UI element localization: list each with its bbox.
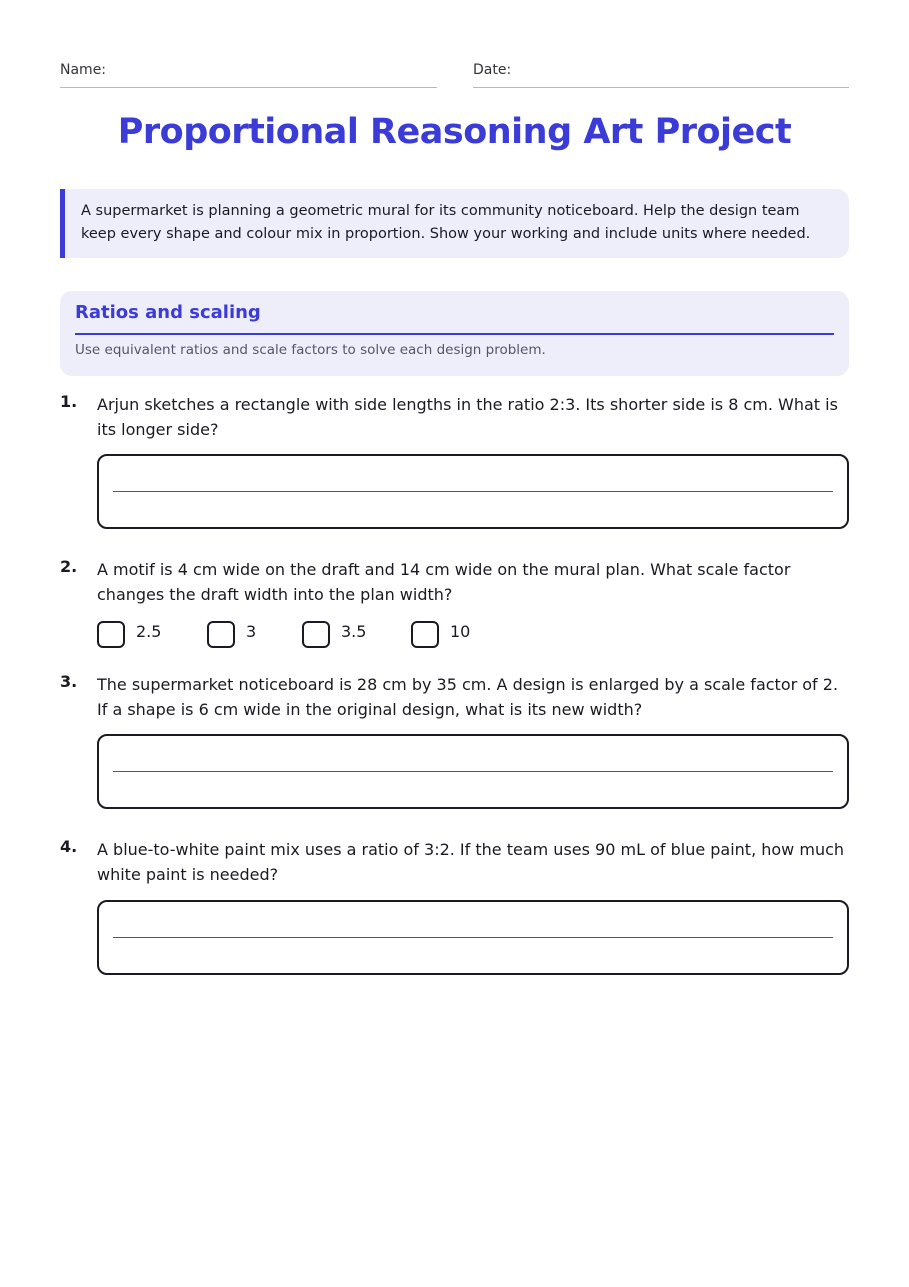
option-label: 2.5: [136, 622, 162, 641]
answer-box-3[interactable]: [97, 734, 849, 809]
answer-box-1[interactable]: [97, 454, 849, 529]
question-number: 3.: [60, 672, 78, 691]
checkbox[interactable]: [207, 621, 235, 648]
question-text: The supermarket noticeboard is 28 cm by 35 cm. A design is enlarged by a scale factor of 2. If a shape is 6 cm wide in the original design, what is its new width?: [97, 675, 839, 719]
header-fields: [60, 62, 849, 90]
section-description: Use equivalent ratios and scale factors to solve each design problem.: [75, 342, 546, 358]
intro-callout: A supermarket is planning a geometric mural for its community noticeboard. Help the design team keep every shape and colour mix in proportion. Show your working and include units where needed.: [60, 189, 849, 258]
answer-line: [113, 491, 833, 492]
question-number: 2.: [60, 557, 78, 576]
section-header: [60, 291, 849, 376]
question-text: A blue-to-white paint mix uses a ratio of 3:2. If the team uses 90 mL of blue paint, how much white paint is needed?: [97, 840, 845, 884]
answer-line: [113, 937, 833, 938]
option-label: 10: [450, 622, 471, 641]
answer-options: [97, 619, 849, 649]
checkbox[interactable]: [411, 621, 439, 648]
answer-line: [113, 771, 833, 772]
answer-box-4[interactable]: [97, 900, 849, 975]
question-number: 1.: [60, 392, 78, 411]
checkbox[interactable]: [97, 621, 125, 648]
question-text: Arjun sketches a rectangle with side lengths in the ratio 2:3. Its shorter side is 8 cm. What is its longer side?: [97, 395, 838, 439]
name-field[interactable]: [60, 62, 437, 88]
option-label: 3: [246, 622, 257, 641]
question-number: 4.: [60, 837, 78, 856]
date-label: Date:: [473, 62, 512, 78]
name-label: Name:: [60, 62, 107, 78]
date-field[interactable]: [473, 62, 849, 88]
question-text: A motif is 4 cm wide on the draft and 14 cm wide on the mural plan. What scale factor changes the draft width into the plan width?: [97, 560, 791, 604]
checkbox[interactable]: [302, 621, 330, 648]
option-label: 3.5: [341, 622, 367, 641]
page-title: Proportional Reasoning Art Project: [117, 112, 792, 152]
section-title: Ratios and scaling: [75, 302, 834, 335]
